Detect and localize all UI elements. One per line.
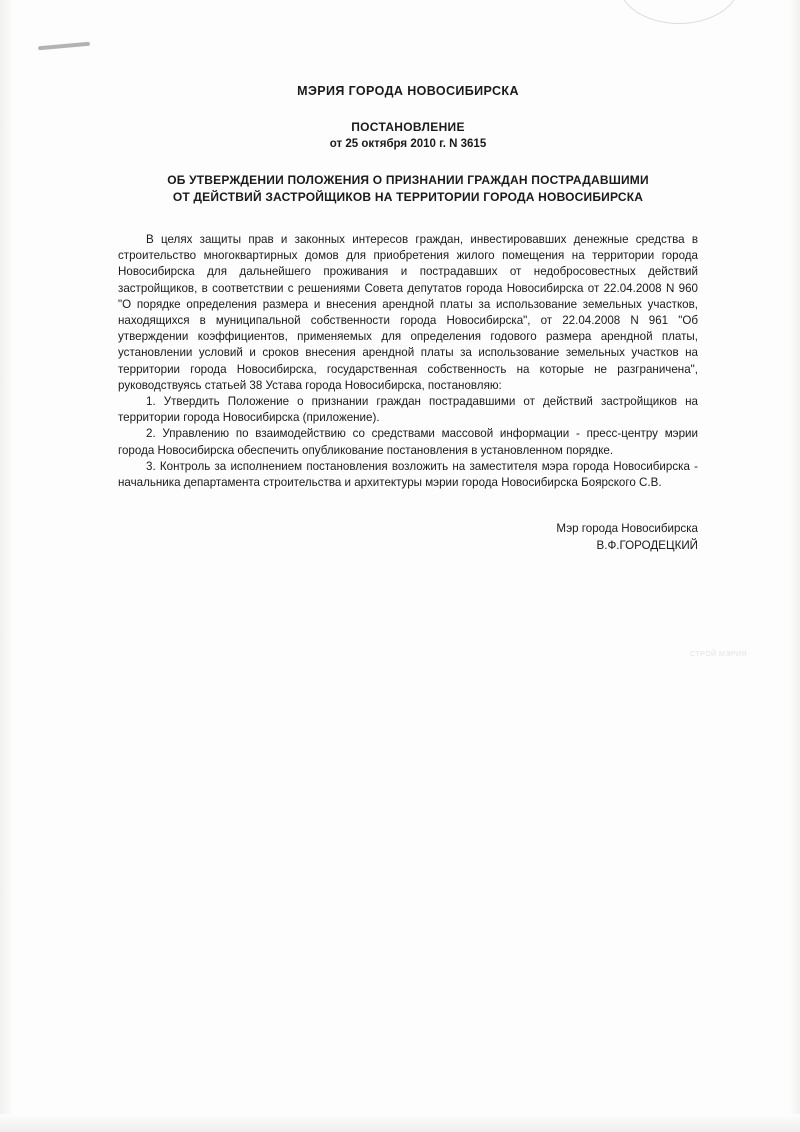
- signature-title: Мэр города Новосибирска: [556, 522, 698, 536]
- document-body: [118, 84, 698, 554]
- scan-ghost-text: СТРОЙ МЭРИЯ: [690, 651, 748, 658]
- document-subject-line-1: ОБ УТВЕРЖДЕНИИ ПОЛОЖЕНИЯ О ПРИЗНАНИИ ГРАЖДАН ПОСТРАДАВШИМИ: [167, 173, 649, 187]
- document-date: от 25 октября 2010 г. N 3615: [329, 138, 487, 150]
- document-subject-line-2: ОТ ДЕЙСТВИЙ ЗАСТРОЙЩИКОВ НА ТЕРРИТОРИИ ГОРОДА НОВОСИБИРСКА: [172, 190, 644, 204]
- scan-edge-left: [0, 0, 14, 1132]
- paragraph-item-3: 3. Контроль за исполнением постановления возложить на заместителя мэра города Новосибирска - начальника департамента строительства и архитектуры мэрии города Новосибирска Боярского С.В.: [118, 459, 698, 490]
- paragraph-item-2: 2. Управлению по взаимодействию со средствами массовой информации - пресс-центру мэрии города Новосибирска обеспечить опубликование постановления в установленном порядке.: [118, 427, 698, 457]
- paragraph-item-1: 1. Утвердить Положение о признании граждан пострадавшими от действий застройщиков на территории города Новосибирска (приложение).: [118, 395, 698, 425]
- scan-edge-bottom: [0, 1114, 800, 1132]
- paragraph-preamble: В целях защиты прав и законных интересов граждан, инвестировавших денежные средства в строительство многоквартирных домов для приобретения жилого помещения на территории города Новосибирска для дальнейшего проживания и пострадавших от недобросовестных действий застройщиков, в соответствии с решениями Совета депутатов города Новосибирска от 22.04.2008 N 960 "О порядке определения размера и внесения арендной платы за использование земельных участков, находящихся в муниципальной собственности города Новосибирска", от 22.04.2008 N 961 "Об утверждении коэффициентов, применяемых для определения годового размера арендной платы, установлении условий и сроков внесения арендной платы за использование земельных участков на территории города Новосибирска, государственная собственность на которые не разграничена", руководствуясь статьей 38 Устава города Новосибирска, постановляю:: [118, 233, 698, 392]
- scan-edge-right: [788, 0, 800, 1132]
- scan-smudge-mark: [38, 42, 90, 51]
- signature-name: В.Ф.ГОРОДЕЦКИЙ: [596, 538, 698, 552]
- organization-title: МЭРИЯ ГОРОДА НОВОСИБИРСКА: [297, 84, 519, 98]
- scan-arc-artifact: [618, 0, 740, 24]
- document-paragraphs: [118, 232, 698, 491]
- signature-block: [118, 521, 698, 554]
- document-type: ПОСТАНОВЛЕНИЕ: [351, 120, 465, 134]
- document-subject: [118, 172, 698, 206]
